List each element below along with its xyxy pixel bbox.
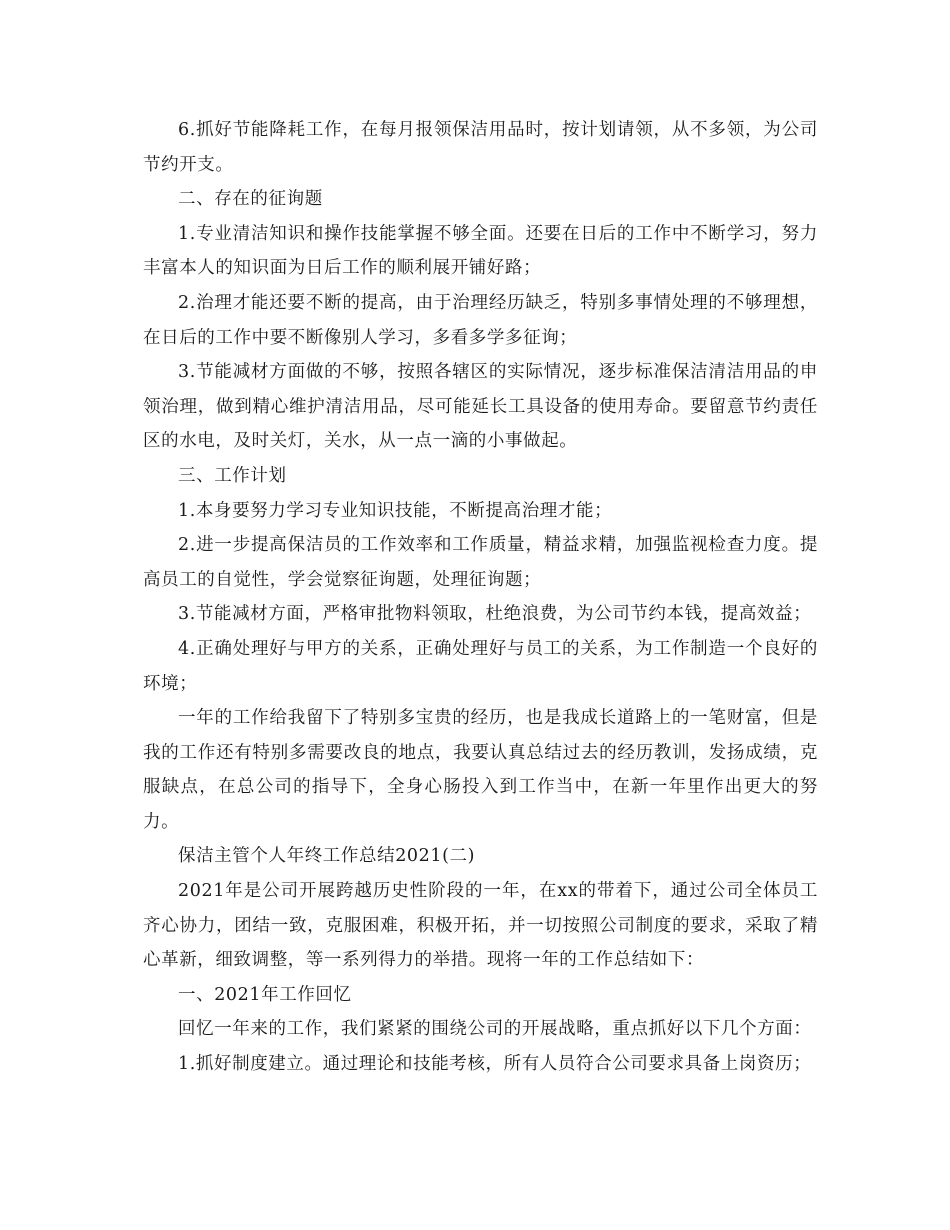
paragraph-issue-3: 3.节能减材方面做的不够，按照各辖区的实际情况，逐步标准保洁清洁用品的申领治理，做到精心维护清洁用品，尽可能延长工具设备的使用寿命。要留意节约责任区的水电，及时关灯，关水，从一点一滴的小事做起。 xyxy=(143,362,818,452)
paragraph-review-1: 1.抓好制度建立。通过理论和技能考核，所有人员符合公司要求具备上岗资历； xyxy=(178,1054,812,1075)
paragraph-plan-4: 4.正确处理好与甲方的关系，正确处理好与员工的关系，为工作制造一个良好的环境； xyxy=(143,638,818,694)
section-heading-existing-issues: 二、存在的征询题 xyxy=(178,189,323,210)
paragraph-issue-1: 1.专业清洁知识和操作技能掌握不够全面。还要在日后的工作中不断学习，努力丰富本人的知识面为日后工作的顺利展开铺好路； xyxy=(143,223,818,279)
paragraph-issue-2: 2.治理才能还要不断的提高，由于治理经历缺乏，特别多事情处理的不够理想，在日后的工作中要不断像别人学习，多看多学多征询； xyxy=(143,292,818,348)
document-subtitle-part-two: 保洁主管个人年终工作总结2021(二) xyxy=(178,846,476,867)
document-body xyxy=(143,113,818,1082)
paragraph-plan-2: 2.进一步提高保洁员的工作效率和工作质量，精益求精，加强监视检查力度。提高员工的自觉性，学会觉察征询题，处理征询题； xyxy=(143,535,818,590)
paragraph-plan-1: 1.本身要努力学习专业知识技能，不断提高治理才能； xyxy=(178,500,613,521)
section-heading-work-plan: 三、工作计划 xyxy=(178,465,287,486)
paragraph-review-intro: 回忆一年来的工作，我们紧紧的围绕公司的开展战略，重点抓好以下几个方面： xyxy=(178,1019,812,1040)
paragraph-item-6-energy-saving: 6.抓好节能降耗工作，在每月报领保洁用品时，按计划请领，从不多领，为公司节约开支。 xyxy=(143,120,818,175)
paragraph-intro-2021: 2021年是公司开展跨越历史性阶段的一年，在xx的带着下，通过公司全体员工齐心协力，团结一致，克服困难，积极开拓，并一切按照公司制度的要求，采取了精心革新，细致调整，等一系列得力的举措。现将一年的工作总结如下： xyxy=(143,881,818,971)
paragraph-plan-3: 3.节能减材方面，严格审批物料领取，杜绝浪费，为公司节约本钱，提高效益； xyxy=(178,604,812,625)
paragraph-conclusion: 一年的工作给我留下了特别多宝贵的经历，也是我成长道路上的一笔财富，但是我的工作还有特别多需要改良的地点，我要认真总结过去的经历教训，发扬成绩，克服缺点，在总公司的指导下，全身心肠投入到工作当中，在新一年里作出更大的努力。 xyxy=(143,708,818,832)
section-heading-2021-review: 一、2021年工作回忆 xyxy=(178,984,352,1005)
